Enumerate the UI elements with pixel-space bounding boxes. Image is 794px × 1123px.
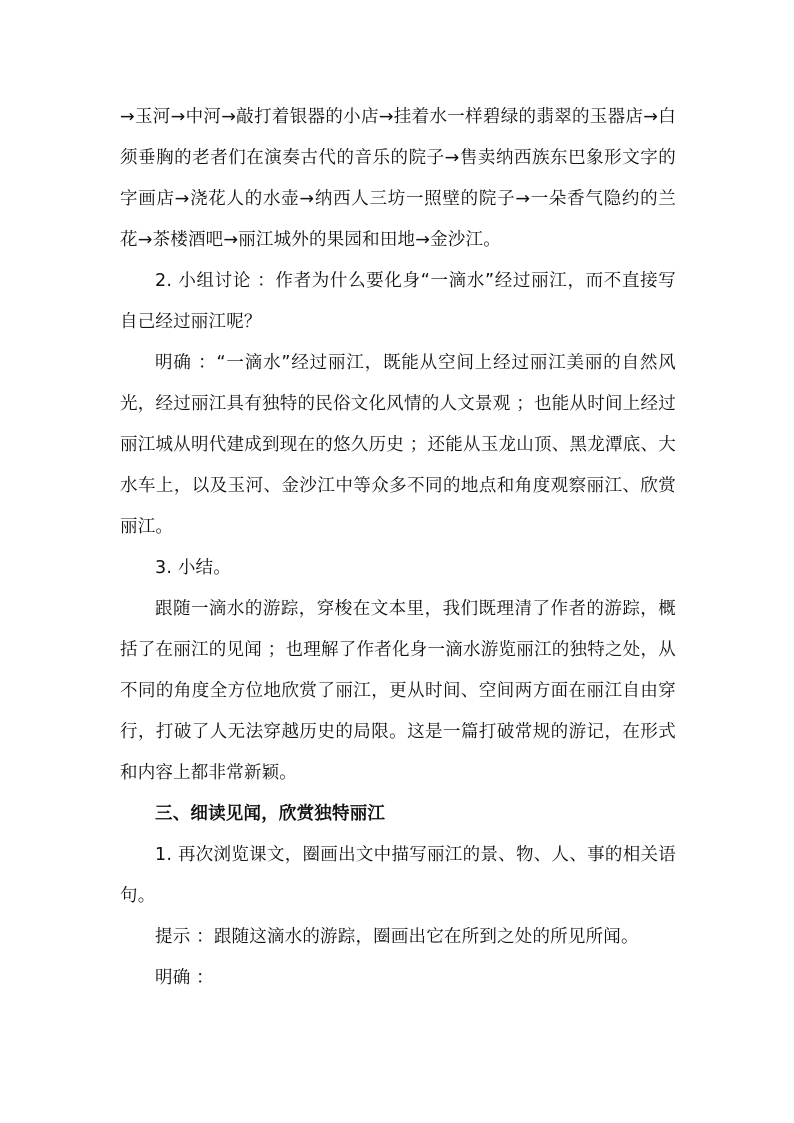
- task-paragraph: 1. 再次浏览课文，圈画出文中描写丽江的景、物、人、事的相关语句。: [120, 845, 676, 906]
- summary-heading-paragraph: 3. 小结。: [155, 558, 231, 578]
- clarify-paragraph: 明确 ：: [155, 968, 214, 988]
- discussion-question-paragraph: 2. 小组讨论 ：作者为什么要化身“一滴水”经过丽江，而不直接写自己经过丽江呢？: [120, 271, 676, 332]
- hint-paragraph: 提示 ：跟随这滴水的游踪，圈画出它在所到之处的所见所闻。: [155, 927, 639, 947]
- summary-paragraph: 跟随一滴水的游踪，穿梭在文本里，我们既理清了作者的游踪，概括了在丽江的见闻 ；也理解了作者化身一滴水游览丽江的独特之处，从不同的角度全方位地欣赏了丽江，更从时间、空间两方面在丽江自由穿行，打破了人无法穿越历史的局限。这是一篇打破常规的游记，在形式和内容上都非常新颖。: [120, 599, 676, 783]
- section-heading: 三、细读见闻，欣赏独特丽江: [155, 804, 386, 824]
- route-list-paragraph: →玉河→中河→敲打着银器的小店→挂着水一样碧绿的翡翠的玉器店→白须垂胸的老者们在演奏古代的音乐的院子→售卖纳西族东巴象形文字的字画店→浇花人的水壶→纳西人三坊一照壁的院子→一朵香气隐约的兰花→茶楼酒吧→丽江城外的果园和田地→金沙江。: [120, 107, 676, 250]
- document-body: [120, 97, 676, 999]
- answer-paragraph: 明确 ：“一滴水”经过丽江，既能从空间上经过丽江美丽的自然风光，经过丽江具有独特的民俗文化风情的人文景观 ；也能从时间上经过丽江城从明代建成到现在的悠久历史 ；还能从玉龙山顶、黑龙潭底、大水车上，以及玉河、金沙江中等众多不同的地点和角度观察丽江、欣赏丽江。: [120, 353, 676, 537]
